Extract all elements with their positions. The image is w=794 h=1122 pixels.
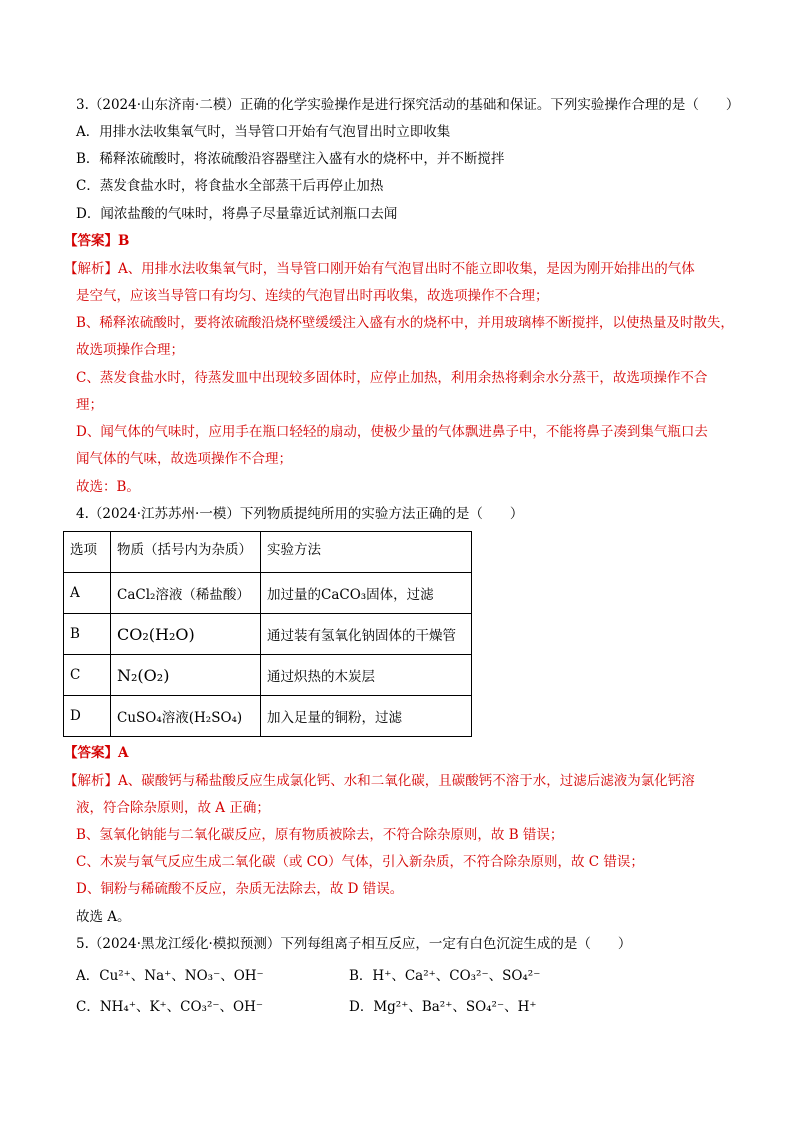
- q4-analysis-line: C、木炭与氧气反应生成二氧化碳（或 CO）气体，引入新杂质，不符合除杂原则，故 C 错误；: [76, 854, 644, 870]
- q4-stem: 4.（2024·江苏苏州·一模）下列物质提纯所用的实验方法正确的是（ ）: [76, 506, 524, 522]
- table-cell-substance: CaCl₂溶液（稀盐酸）: [111, 573, 261, 614]
- table-cell-method: 加入足量的铜粉，过滤: [261, 696, 472, 737]
- table-header-cell: 物质（括号内为杂质）: [111, 532, 261, 573]
- table-cell-method: 通过炽热的木炭层: [261, 655, 472, 696]
- q4-analysis-line: 【解析】A、碳酸钙与稀盐酸反应生成氯化钙、水和二氧化碳，且碳酸钙不溶于水，过滤后滤液为氯化钙溶: [64, 773, 695, 789]
- q4-answer: 【答案】A: [64, 745, 129, 761]
- table-row: [64, 614, 472, 655]
- q4-analysis-line: 液，符合除杂原则，故 A 正确；: [76, 800, 270, 816]
- table-row: [64, 573, 472, 614]
- q5-option-a: A．Cu²⁺、Na⁺、NO₃⁻、OH⁻: [76, 968, 264, 984]
- q3-option-c: C．蒸发食盐水时，将食盐水全部蒸干后再停止加热: [76, 178, 384, 194]
- q3-option-d: D．闻浓盐酸的气味时，将鼻子尽量靠近试剂瓶口去闻: [76, 206, 398, 222]
- q4-analysis-line: D、铜粉与稀硫酸不反应，杂质无法除去，故 D 错误。: [76, 881, 404, 897]
- q5-stem: 5.（2024·黑龙江绥化·模拟预测）下列每组离子相互反应，一定有白色沉淀生成的是（ ）: [76, 936, 632, 952]
- table-cell-substance: CuSO₄溶液(H₂SO₄): [111, 696, 261, 737]
- q5-option-d: D．Mg²⁺、Ba²⁺、SO₄²⁻、H⁺: [349, 999, 537, 1015]
- q3-stem: 3.（2024·山东济南·二模）正确的化学实验操作是进行探究活动的基础和保证。下列实验操作合理的是（ ）: [76, 97, 740, 113]
- q5-option-c: C．NH₄⁺、K⁺、CO₃²⁻、OH⁻: [76, 999, 263, 1015]
- q3-analysis-line: 【解析】A、用排水法收集氧气时，当导管口刚开始有气泡冒出时不能立即收集，是因为刚开始排出的气体: [64, 261, 695, 277]
- q4-analysis-line: B、氢氧化钠能与二氧化碳反应，原有物质被除去，不符合除杂原则，故 B 错误；: [76, 827, 564, 843]
- q3-analysis-line: 故选项操作合理；: [76, 342, 184, 358]
- table-header-row: [64, 532, 472, 573]
- q4-conclusion: 故选 A。: [76, 909, 131, 925]
- table-cell-method: 加过量的CaCO₃固体，过滤: [261, 573, 472, 614]
- q3-option-b: B．稀释浓硫酸时，将浓硫酸沿容器壁注入盛有水的烧杯中，并不断搅拌: [76, 151, 505, 167]
- q3-analysis-line: D、闻气体的气味时，应用手在瓶口轻轻的扇动，使极少量的气体飘进鼻子中，不能将鼻子凑到集气瓶口去: [76, 424, 708, 440]
- q3-analysis-line: 故选：B。: [76, 479, 140, 495]
- q3-analysis-line: 闻气体的气味，故选项操作不合理；: [76, 451, 292, 467]
- q3-analysis-line: C、蒸发食盐水时，待蒸发皿中出现较多固体时，应停止加热，利用余热将剩余水分蒸干，故选项操作不合: [76, 370, 708, 386]
- table-row: [64, 696, 472, 737]
- table-row: [64, 655, 472, 696]
- table-cell-option: B: [64, 614, 111, 655]
- q3-analysis-line: 是空气，应该当导管口有均匀、连续的气泡冒出时再收集，故选项操作不合理；: [76, 288, 549, 304]
- table-cell-substance: N₂(O₂): [111, 655, 261, 696]
- q5-option-b: B．H⁺、Ca²⁺、CO₃²⁻、SO₄²⁻: [349, 968, 541, 984]
- q3-analysis-line: 理；: [76, 397, 103, 413]
- q3-analysis-line: B、稀释浓硫酸时，要将浓硫酸沿烧杯壁缓缓注入盛有水的烧杯中，并用玻璃棒不断搅拌，以使热量及时散失，: [76, 315, 734, 331]
- table-cell-option: A: [64, 573, 111, 614]
- q3-answer: 【答案】B: [64, 233, 130, 249]
- table-cell-option: D: [64, 696, 111, 737]
- q3-option-a: A．用排水法收集氧气时，当导管口开始有气泡冒出时立即收集: [76, 124, 451, 140]
- table-cell-method: 通过装有氢氧化钠固体的干燥管: [261, 614, 472, 655]
- table-cell-option: C: [64, 655, 111, 696]
- table-header-cell: 实验方法: [261, 532, 472, 573]
- q4-options-table: [63, 531, 472, 737]
- table-header-cell: 选项: [64, 532, 111, 573]
- table-cell-substance: CO₂(H₂O): [111, 614, 261, 655]
